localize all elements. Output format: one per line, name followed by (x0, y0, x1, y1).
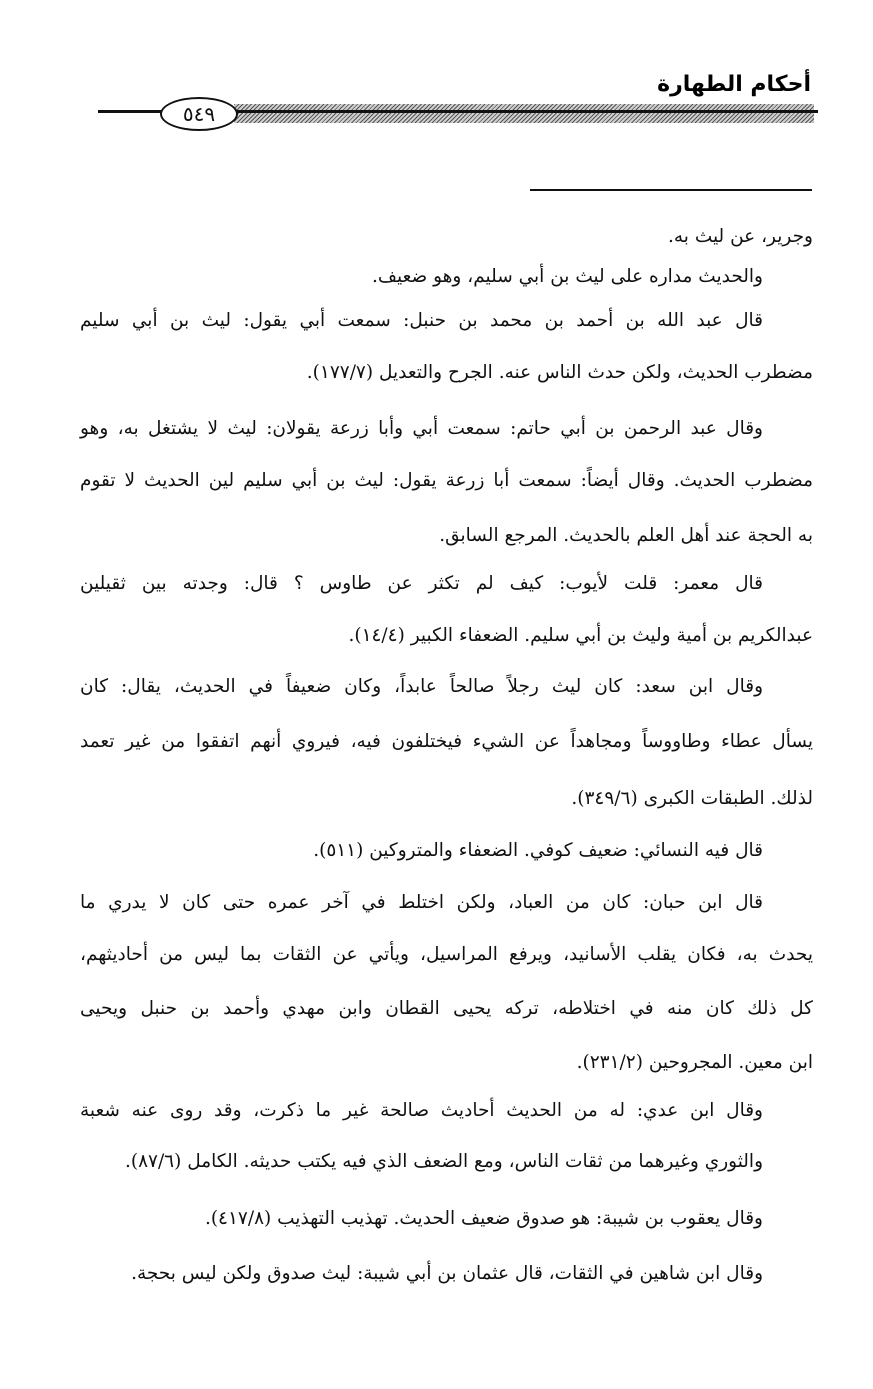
text-line: وقال عبد الرحمن بن أبي حاتم: سمعت أبي وأبا زرعة يقولان: ليث لا يشتغل به، وهو (80, 418, 763, 439)
page-number: ٥٤٩ (182, 102, 216, 126)
text-line: مضطرب الحديث. وقال أيضاً: سمعت أبا زرعة يقول: ليث بن أبي سليم لين الحديث لا تقوم (80, 470, 813, 491)
text-line: يسأل عطاء وطاووساً ومجاهداً عن الشيء فيختلفون فيه، فيروي أنهم اتفقوا من غير تعمد (80, 731, 813, 752)
text-line: والحديث مداره على ليث بن أبي سليم، وهو ضعيف. (371, 266, 763, 287)
text-line: قال ابن حبان: كان من العباد، ولكن اختلط في آخر عمره حتى كان لا يدري ما (80, 892, 763, 913)
text-line: وقال ابن سعد: كان ليث رجلاً صالحاً عابداً، وكان ضعيفاً في الحديث، يقال: كان (80, 676, 763, 697)
text-line: قال عبد الله بن أحمد بن محمد بن حنبل: سمعت أبي يقول: ليث بن أبي سليم (80, 310, 763, 331)
text-line: وقال يعقوب بن شيبة: هو صدوق ضعيف الحديث. تهذيب التهذيب (٤١٧/٨). (204, 1208, 763, 1229)
header-title: أحكام الطهارة (657, 72, 811, 97)
text-line: مضطرب الحديث، ولكن حدث الناس عنه. الجرح والتعديل (١٧٧/٧). (306, 362, 813, 383)
text-line: قال معمر: قلت لأيوب: كيف لم تكثر عن طاوس ؟ قال: وجدته بين ثقيلين (80, 573, 763, 594)
text-line: به الحجة عند أهل العلم بالحديث. المرجع السابق. (439, 525, 813, 546)
text-line: ابن معين. المجروحين (٢٣١/٢). (576, 1052, 813, 1073)
text-line: وقال ابن عدي: له من الحديث أحاديث صالحة غير ما ذكرت، وقد روى عنه شعبة (80, 1100, 763, 1121)
text-line: لذلك. الطبقات الكبرى (٣٤٩/٦). (571, 788, 813, 809)
text-line: قال فيه النسائي: ضعيف كوفي. الضعفاء والمتروكين (٥١١). (313, 840, 763, 861)
text-line: عبدالكريم بن أمية وليث بن أبي سليم. الضعفاء الكبير (١٤/٤). (348, 625, 813, 646)
text-line: والثوري وغيرهما من ثقات الناس، ومع الضعف الذي فيه يكتب حديثه. الكامل (٨٧/٦). (124, 1151, 763, 1172)
text-line: وجرير، عن ليث به. (667, 226, 813, 247)
text-line: كل ذلك كان منه في اختلاطه، تركه يحيى القطان وابن مهدي وأحمد بن حنبل ويحيى (80, 998, 813, 1019)
text-line: يحدث به، فكان يقلب الأسانيد، ويرفع المراسيل، ويأتي عن الثقات بما ليس من أحاديثهم، (80, 944, 813, 965)
text-line: وقال ابن شاهين في الثقات، قال عثمان بن أبي شيبة: ليث صدوق ولكن ليس بحجة. (131, 1263, 763, 1284)
